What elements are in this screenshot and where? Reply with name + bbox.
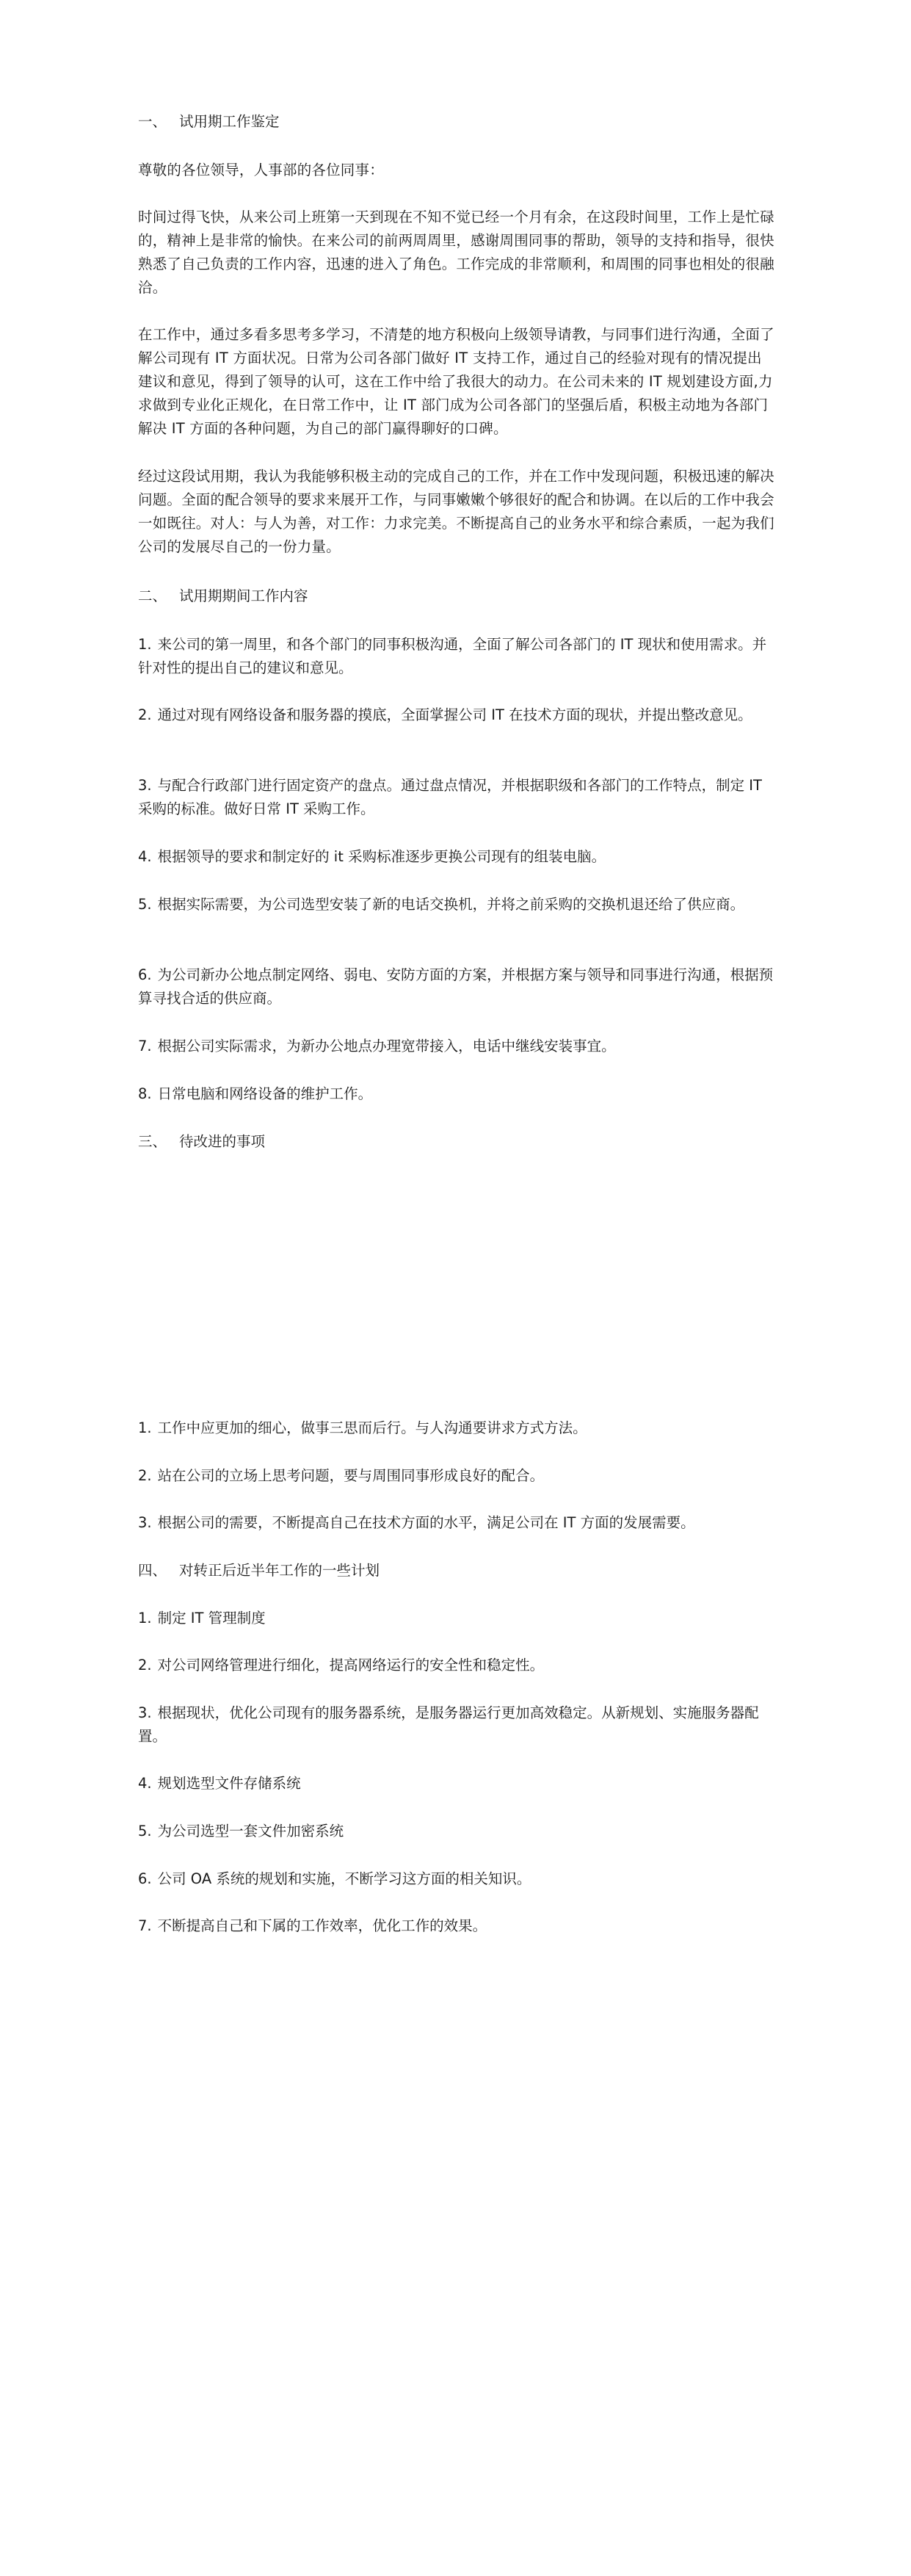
- list-number: 7.: [138, 1917, 152, 1934]
- list-number: 2.: [138, 706, 152, 723]
- section-title: 待改进的事项: [179, 1133, 266, 1150]
- list-item: [138, 1417, 774, 1440]
- paragraph: 在工作中，通过多看多思考多学习，不清楚的地方积极向上级领导请教，与同事们进行沟通，全面了解公司现有 IT 方面状况。日常为公司各部门做好 IT 支持工作，通过自己的经验对现有的情况提出建议和意见，得到了领导的认可，这在工作中给了我很大的动力。在公司未来的 IT 规划建设方面,力求做到专业化正规化，在日常工作中，让 IT 部门成为公司各部门的坚强后盾，积极主动地为各部门解决 IT 方面的各种问题，为自己的部门赢得聊好的口碑。: [138, 326, 774, 437]
- section-title: 试用期期间工作内容: [179, 587, 308, 604]
- list-text: 根据领导的要求和制定好的 it 采购标准逐步更换公司现有的组装电脑。: [157, 848, 606, 865]
- list-text: 根据公司实际需求，为新办公地点办理宽带接入，电话中继线安装事宜。: [157, 1038, 616, 1054]
- list-text: 根据公司的需要，不断提高自己在技术方面的水平，满足公司在 IT 方面的发展需要。: [157, 1514, 695, 1531]
- list-text: 不断提高自己和下属的工作效率，优化工作的效果。: [157, 1917, 487, 1934]
- list-text: 日常电脑和网络设备的维护工作。: [157, 1085, 373, 1102]
- section-number: 一、: [138, 113, 167, 130]
- list-text: 为公司新办公地点制定网络、弱电、安防方面的方案，并根据方案与领导和同事进行沟通，根据预算寻找合适的供应商。: [138, 966, 774, 1007]
- list-text: 对公司网络管理进行细化，提高网络运行的安全性和稳定性。: [157, 1657, 545, 1674]
- list-item: [138, 1701, 774, 1748]
- section-title: 对转正后近半年工作的一些计划: [179, 1562, 380, 1579]
- list-number: 4.: [138, 848, 152, 865]
- list-item: [138, 1607, 774, 1630]
- greeting: 尊敬的各位领导，人事部的各位同事：: [138, 162, 384, 178]
- list-item: [138, 1035, 774, 1058]
- list-number: 6.: [138, 1870, 152, 1887]
- list-item: [138, 774, 774, 821]
- list-item: [138, 893, 774, 916]
- list-number: 3.: [138, 777, 152, 794]
- list-item: [138, 633, 774, 680]
- list-text: 站在公司的立场上思考问题，要与周围同事形成良好的配合。: [157, 1467, 545, 1484]
- list-number: 5.: [138, 1823, 152, 1839]
- section-number: 二、: [138, 587, 167, 604]
- list-number: 2.: [138, 1657, 152, 1674]
- list-item: [138, 1820, 774, 1843]
- section-title: 试用期工作鉴定: [179, 113, 280, 130]
- list-text: 通过对现有网络设备和服务器的摸底，全面掌握公司 IT 在技术方面的现状，并提出整改意见。: [157, 706, 752, 723]
- list-text: 为公司选型一套文件加密系统: [157, 1823, 344, 1839]
- list-text: 公司 OA 系统的规划和实施，不断学习这方面的相关知识。: [157, 1870, 531, 1887]
- list-item: [138, 1511, 774, 1535]
- list-item: [138, 845, 774, 869]
- section-heading-1: [138, 110, 774, 134]
- paragraph: 经过这段试用期，我认为我能够积极主动的完成自己的工作，并在工作中发现问题，积极迅速的解决问题。全面的配合领导的要求来展开工作，与同事嫩嫩个够很好的配合和协调。在以后的工作中我会一如既往。对人：与人为善，对工作：力求完美。不断提高自己的业务水平和综合素质，一起为我们公司的发展尽自己的一份力量。: [138, 468, 774, 555]
- list-item: [138, 1654, 774, 1677]
- list-item: [138, 703, 774, 727]
- list-number: 7.: [138, 1038, 152, 1054]
- list-item: [138, 963, 774, 1010]
- list-number: 3.: [138, 1704, 152, 1721]
- list-item: [138, 1772, 774, 1795]
- list-text: 根据实际需要，为公司选型安装了新的电话交换机，并将之前采购的交换机退还给了供应商。: [157, 896, 745, 913]
- section-heading-3: [138, 1130, 774, 1154]
- list-item: [138, 1082, 774, 1106]
- list-text: 来公司的第一周里，和各个部门的同事积极沟通，全面了解公司各部门的 IT 现状和使用需求。并针对性的提出自己的建议和意见。: [138, 636, 767, 676]
- section-heading-2: [138, 585, 774, 608]
- list-number: 4.: [138, 1775, 152, 1792]
- list-item: [138, 1867, 774, 1891]
- list-text: 制定 IT 管理制度: [157, 1610, 266, 1627]
- list-text: 根据现状，优化公司现有的服务器系统，是服务器运行更加高效稳定。从新规划、实施服务器配置。: [138, 1704, 759, 1745]
- list-number: 2.: [138, 1467, 152, 1484]
- list-item: [138, 1914, 774, 1938]
- list-number: 1.: [138, 1419, 152, 1436]
- section-number: 三、: [138, 1133, 167, 1150]
- list-number: 8.: [138, 1085, 152, 1102]
- list-number: 3.: [138, 1514, 152, 1531]
- list-number: 5.: [138, 896, 152, 913]
- section-number: 四、: [138, 1562, 167, 1579]
- list-text: 工作中应更加的细心，做事三思而后行。与人沟通要讲求方式方法。: [157, 1419, 587, 1436]
- list-number: 1.: [138, 636, 152, 653]
- list-number: 6.: [138, 966, 152, 983]
- list-text: 规划选型文件存储系统: [157, 1775, 301, 1792]
- paragraph: 时间过得飞快，从来公司上班第一天到现在不知不觉已经一个月有余，在这段时间里，工作上是忙碌的，精神上是非常的愉快。在来公司的前两周周里，感谢周围同事的帮助，领导的支持和指导，很快熟悉了自己负责的工作内容，迅速的进入了角色。工作完成的非常顺利，和周围的同事也相处的很融洽。: [138, 209, 774, 296]
- section-heading-4: [138, 1559, 774, 1582]
- list-number: 1.: [138, 1610, 152, 1627]
- list-text: 与配合行政部门进行固定资产的盘点。通过盘点情况，并根据职级和各部门的工作特点，制定 IT 采购的标准。做好日常 IT 采购工作。: [138, 777, 762, 817]
- list-item: [138, 1464, 774, 1488]
